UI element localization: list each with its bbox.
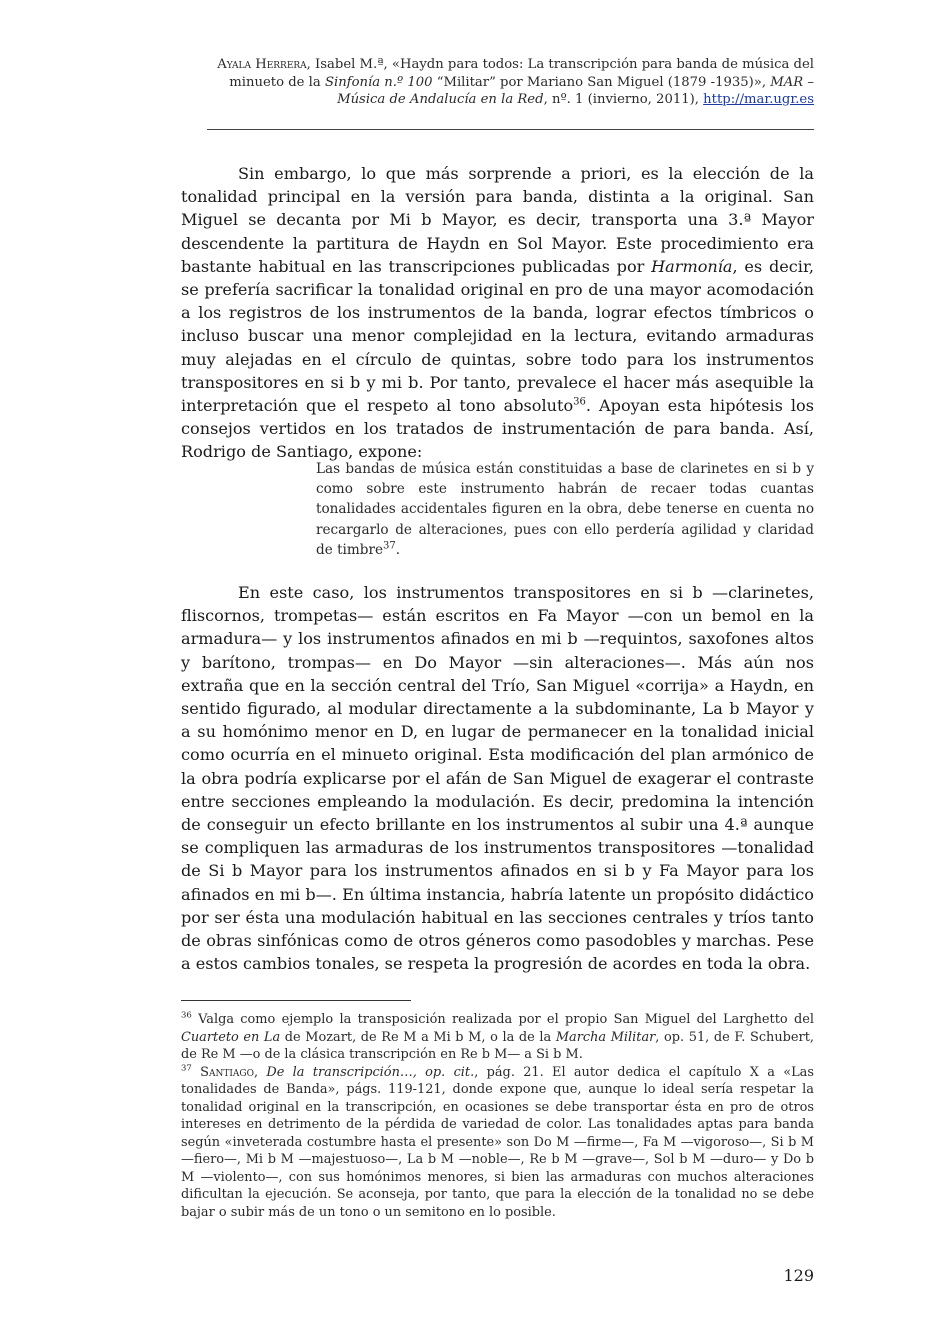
header-journal: MAR – Música de Andalucía en la Red [337, 74, 814, 107]
body-paragraph-2 [181, 581, 814, 975]
header-divider [207, 129, 814, 130]
paragraph-1-part-2: , es decir, se prefería sacrificar la tonalidad original en pro de una mayor acomodación a los registros de los instrumentos de la banda, lograr efectos tímbricos o incluso buscar una menor complejidad en la lectura, evitando armaduras muy alejadas en el círculo de quintas, sobre todo para los instrumentos transpositores en si b y mi b. Por tanto, prevalece el hacer más asequible la interpretación que el respeto al tono absoluto [181, 256, 814, 416]
header-author-rest: , Isabel M.ª, «Haydn para todos: La transcripción para banda de música del minueto de la [229, 57, 814, 90]
footnote-36-work-1: Cuarteto en La [181, 1029, 281, 1045]
footnote-36 [181, 1011, 814, 1064]
paragraph-2-text: En este caso, los instrumentos transpositores en si b —clarinetes, fliscornos, trompetas— están escritos en Fa Mayor —con un bemol en la armadura— y los instrumentos afinados en mi b —requintos, saxofones altos y barítono, trompas— en Do Mayor —sin alteraciones—. Más aún nos extraña que en la sección central del Trío, San Miguel «corrija» a Haydn, en sentido figurado, al modular directamente a la subdominante, La b Mayor y a su homónimo menor en D, en lugar de permanecer en la tonalidad inicial como ocurría en el minueto original. Esta modificación del plan armónico de la obra podría explicarse por el afán de San Miguel de exagerar el contraste entre secciones empleando la modulación. Es decir, predomina la intención de conseguir un efecto brillante en los instrumentos al subir una 4.ª aunque se compliquen las armaduras de los instrumentos transpositores —tonalidad de Si b Mayor para los instrumentos afinados en si b y Fa Mayor para los afinados en mi b—. En última instancia, habría latente un propósito didáctico por ser ésta una modulación habitual en las secciones centrales y tríos tanto de obras sinfónicas como de otros géneros como pasodobles y marchas. Pese a estos cambios tonales, se respeta la progresión de acordes en toda la obra. [181, 583, 814, 974]
footnote-ref-36[interactable]: 36 [573, 396, 586, 408]
paragraph-1-part-3: . Apoyan esta hipótesis los consejos vertidos en los tratados de instrumentación de para banda. Así, Rodrigo de Santiago, expone: [181, 396, 814, 462]
quote-end: . [395, 541, 401, 558]
header-issue: , nº. 1 (invierno, 2011), [543, 92, 704, 107]
header-symphony: Sinfonía n.º 100 [324, 74, 433, 90]
header-url-link[interactable]: http://mar.ugr.es [703, 92, 814, 107]
header-title-rest: “Militar” por Mariano San Miguel (1879 -1935)», [432, 74, 771, 90]
footnote-36-part-2: de Mozart, de Re M a Mi b M, o la de la [280, 1029, 556, 1045]
footnote-37 [181, 1064, 814, 1222]
footnote-37-part-2: , pág. 21. El autor dedica el capítulo X a «Las tonalidades de Banda», págs. 119-121, donde expone que, aunque lo ideal sería respetar la tonalidad original en la transcripción, en ocasiones se debe transportar ésta en pro de otros intereses en detrimento de la pérdida de variedad de color. Las tonalidades aptas para banda según «inveterada costumbre hasta el presente» son Do M —firme—, Fa M —vigoroso—, Si b M —fiero—, Mi b M —majestuoso—, La b M —noble—, Re b M —grave—, Sol b M —duro— y Do b M —violento—, con sus homónimos menores, si bien las armaduras con muchos alteraciones dificultan la ejecución. Se aconseja, por tanto, que para la elección de la tonalidad no se debe bajar o subir más de un tono o un semitono en lo posible. [181, 1064, 814, 1220]
paragraph-1-part-1: Sin embargo, lo que más sorprende a priori, es la elección de la tonalidad principal en la versión para banda, distinta a la original. San Miguel se decanta por Mi b Mayor, es decir, transporta una 3.ª Mayor descendente la partitura de Haydn en Sol Mayor. Este procedimiento era bastante habitual en las transcripciones publicadas por [181, 164, 814, 276]
footnote-37-work: De la transcripción…, op. cit. [266, 1064, 475, 1080]
header-author: Ayala Herrera [217, 57, 307, 72]
footnote-36-part-3: , op. 51, de F. Schubert, de Re M —o de la clásica transcripción en Re b M— a Si b M. [181, 1029, 814, 1062]
footnote-36-part-1: Valga como ejemplo la transposición realizada por el propio San Miguel del Larghetto del [191, 1012, 814, 1027]
footnote-37-author: Santiago [191, 1064, 254, 1080]
harmonia-italic: Harmonía [651, 256, 733, 276]
footnotes [181, 1011, 814, 1221]
page-number: 129 [783, 1266, 814, 1285]
footnote-36-number: 36 [181, 1010, 192, 1021]
body-paragraph-1 [181, 162, 814, 464]
footnote-ref-37[interactable]: 37 [383, 540, 396, 552]
footnote-37-part-1: , [253, 1064, 267, 1080]
running-header [180, 56, 814, 109]
footnote-36-work-2: Marcha Militar [555, 1029, 656, 1045]
paragraph-1-text [181, 162, 814, 464]
block-quote [316, 459, 814, 560]
quote-text: Las bandas de música están constituidas a base de clarinetes en si b y como sobre este instrumento habrán de recaer todas cuantas tonalidades accidentales figuren en la obra, debe tenerse en cuenta no recargarlo de alteraciones, pues con ello perdería agilidad y claridad de timbre [316, 461, 814, 558]
footnote-divider [181, 1000, 411, 1001]
footnote-37-number: 37 [181, 1063, 192, 1074]
